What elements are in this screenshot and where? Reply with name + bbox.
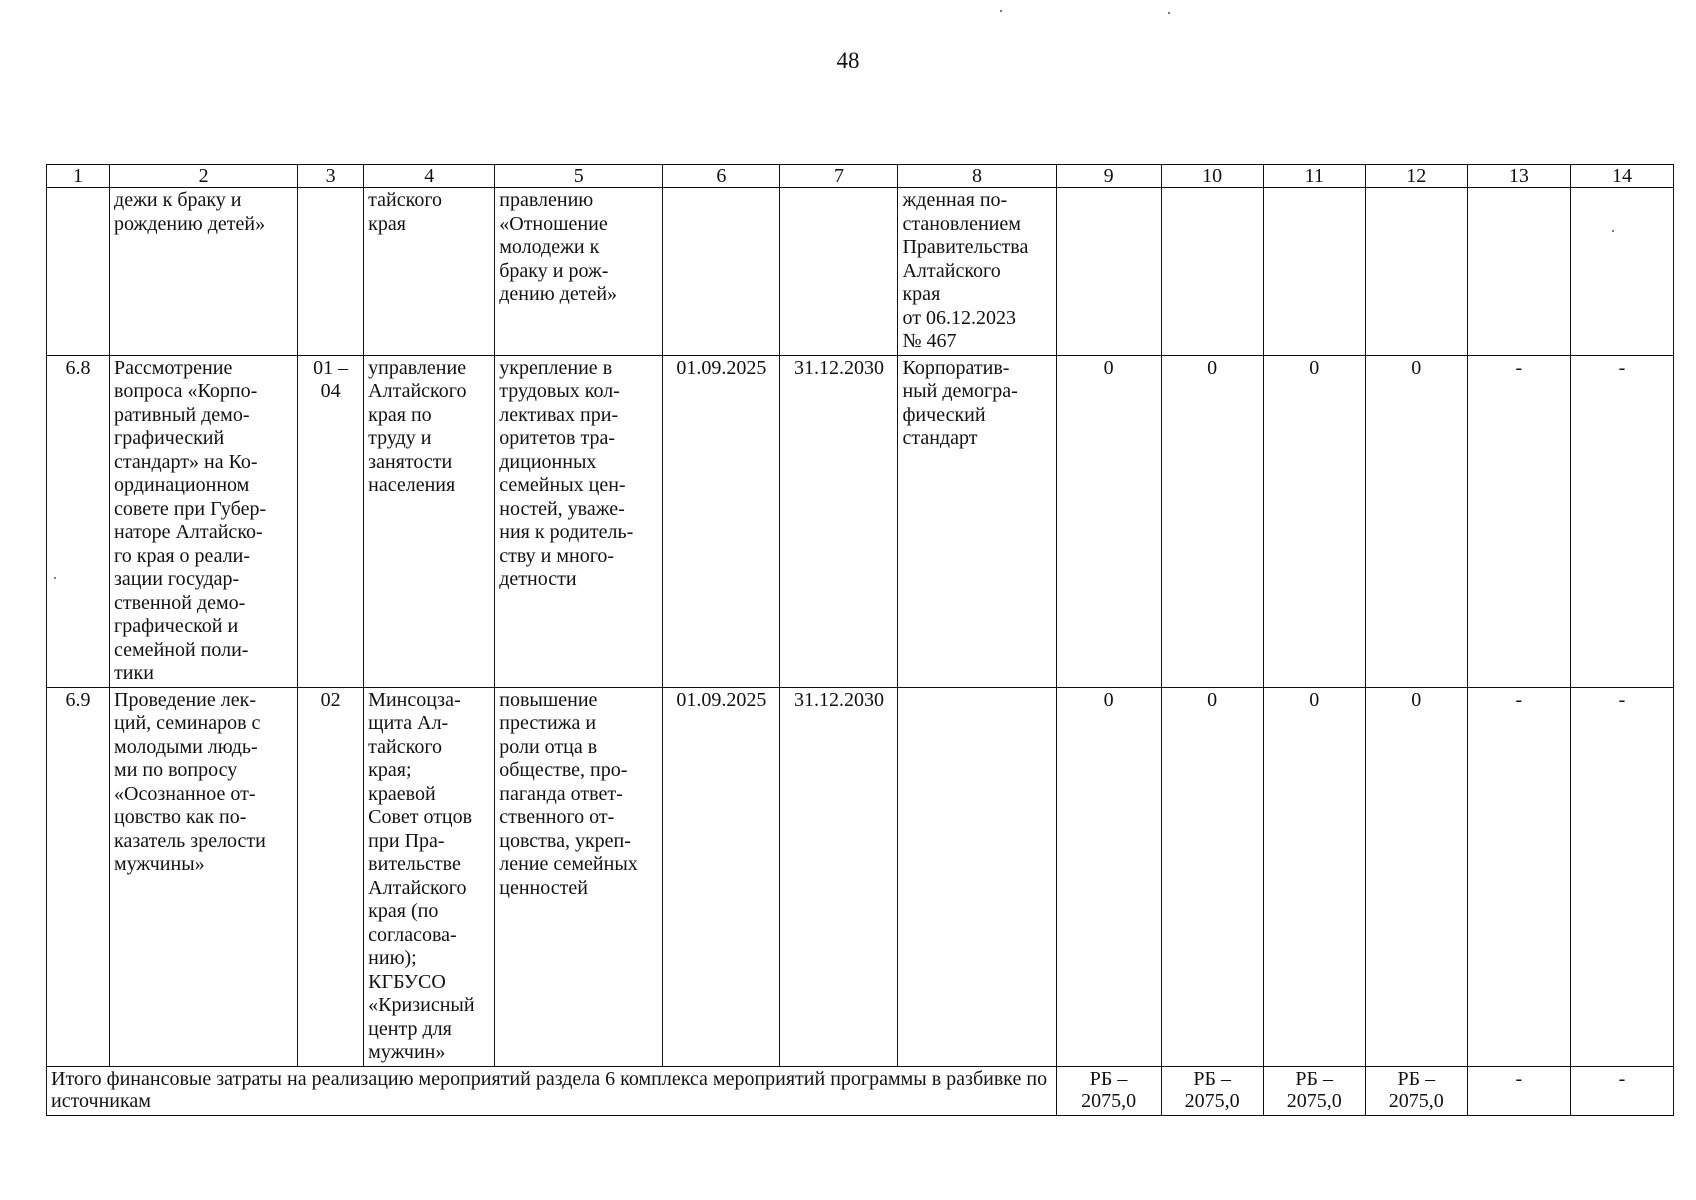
total-value: РБ – 2075,0 [1056, 1066, 1161, 1115]
value-cell: - [1467, 687, 1570, 1066]
column-header: 12 [1365, 165, 1467, 188]
measure-document: жденная по- становлением Правительства Алтайского края от 06.12.2023 № 467 [898, 188, 1056, 356]
value-cell [1467, 188, 1570, 356]
measure-name: Проведение лек- ций, семинаров с молодыми людь- ми по вопросу «Осознанное от- цовство как по- казатель зрелости мужчины» [110, 687, 298, 1066]
measure-result: правлению «Отношение молодежи к браку и рож- дению детей» [495, 188, 663, 356]
measure-document: Корпоратив- ный демогра- фический стандарт [898, 355, 1056, 687]
value-cell [1365, 188, 1467, 356]
measures-table [46, 164, 1674, 1116]
page-number: 48 [836, 48, 860, 73]
end-date: 31.12.2030 [780, 355, 898, 687]
measure-executor: тайского края [364, 188, 495, 356]
measure-executor: управление Алтайского края по труду и занятости населения [364, 355, 495, 687]
scan-speck [1612, 230, 1614, 232]
value-cell [1263, 188, 1365, 356]
column-header: 7 [780, 165, 898, 188]
column-header: 9 [1056, 165, 1161, 188]
total-value: - [1570, 1066, 1673, 1115]
start-date: 01.09.2025 [663, 355, 780, 687]
measure-result: укрепление в трудовых кол- лективах при- оритетов тра- диционных семейных цен- ностей, уваже- ния к родитель- ству и много- детности [495, 355, 663, 687]
table-row [47, 687, 1674, 1066]
scan-speck [1000, 10, 1002, 12]
row-number: 6.8 [47, 355, 110, 687]
start-date: 01.09.2025 [663, 687, 780, 1066]
measure-code: 02 [298, 687, 364, 1066]
value-cell: 0 [1365, 355, 1467, 687]
value-cell: 0 [1263, 687, 1365, 1066]
column-header: 13 [1467, 165, 1570, 188]
table-row [47, 355, 1674, 687]
row-number [47, 188, 110, 356]
scan-speck [54, 577, 56, 579]
value-cell: - [1467, 355, 1570, 687]
column-header: 6 [663, 165, 780, 188]
measure-name: дежи к браку и рождению детей» [110, 188, 298, 356]
total-value: - [1467, 1066, 1570, 1115]
column-header: 14 [1570, 165, 1673, 188]
column-header: 10 [1161, 165, 1263, 188]
start-date [663, 188, 780, 356]
measure-document [898, 687, 1056, 1066]
measure-result: повышение престижа и роли отца в обществе, про- паганда ответ- ственного от- цовства, укреп- ление семейных ценностей [495, 687, 663, 1066]
scan-speck [1168, 12, 1170, 14]
column-header: 2 [110, 165, 298, 188]
column-numbers-row [47, 165, 1674, 188]
measure-name: Рассмотрение вопроса «Корпо- ративный демо- графический стандарт» на Ко- ординационном совете при Губер- наторе Алтайско- го края о реали- зации государ- ственной демо- графической и семейной поли- тики [110, 355, 298, 687]
column-header: 8 [898, 165, 1056, 188]
measure-code [298, 188, 364, 356]
value-cell: 0 [1263, 355, 1365, 687]
value-cell [1161, 188, 1263, 356]
total-value: РБ – 2075,0 [1161, 1066, 1263, 1115]
value-cell: 0 [1365, 687, 1467, 1066]
column-header: 1 [47, 165, 110, 188]
total-value: РБ – 2075,0 [1365, 1066, 1467, 1115]
value-cell [1056, 188, 1161, 356]
value-cell [1570, 188, 1673, 356]
row-number: 6.9 [47, 687, 110, 1066]
column-header: 11 [1263, 165, 1365, 188]
value-cell: 0 [1161, 355, 1263, 687]
column-header: 3 [298, 165, 364, 188]
value-cell: - [1570, 355, 1673, 687]
value-cell: 0 [1161, 687, 1263, 1066]
measure-code: 01 – 04 [298, 355, 364, 687]
value-cell: - [1570, 687, 1673, 1066]
end-date [780, 188, 898, 356]
column-header: 4 [364, 165, 495, 188]
measure-executor: Минсоцза- щита Ал- тайского края; краевой Совет отцов при Пра- вительстве Алтайского края (по согласова- нию); КГБУСО «Кризисный центр для мужчин» [364, 687, 495, 1066]
value-cell: 0 [1056, 355, 1161, 687]
end-date: 31.12.2030 [780, 687, 898, 1066]
total-row [47, 1066, 1674, 1115]
table-row [47, 188, 1674, 356]
total-label: Итого финансовые затраты на реализацию мероприятий раздела 6 комплекса мероприятий программы в разбивке по источникам [47, 1066, 1057, 1115]
total-value: РБ – 2075,0 [1263, 1066, 1365, 1115]
value-cell: 0 [1056, 687, 1161, 1066]
column-header: 5 [495, 165, 663, 188]
